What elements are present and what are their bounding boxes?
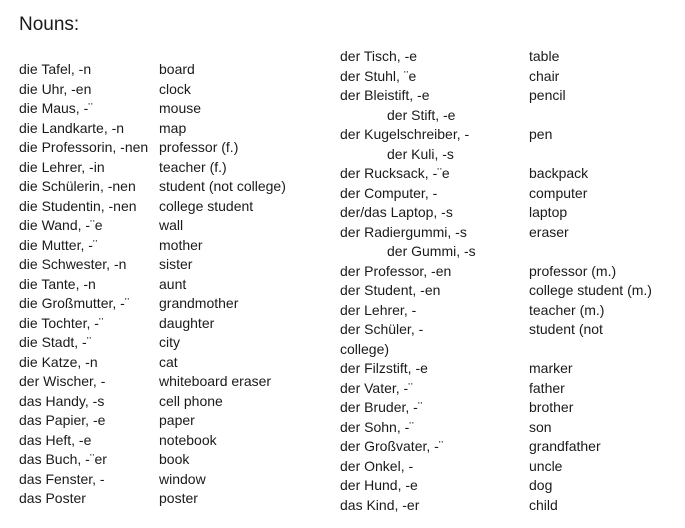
german-noun: der Onkel, - bbox=[340, 457, 414, 474]
english-translation: clock bbox=[159, 80, 191, 97]
english-translation: backpack bbox=[529, 165, 589, 181]
german-noun: der Lehrer, - bbox=[340, 301, 417, 318]
german-noun: der Tisch, -e bbox=[340, 48, 418, 64]
german-noun: das Heft, -e bbox=[19, 431, 92, 448]
english-translation: table bbox=[529, 48, 560, 64]
german-noun: der Schüler, - bbox=[340, 321, 424, 337]
german-noun: der Großvater, -¨ bbox=[340, 438, 444, 454]
english-translation: whiteboard eraser bbox=[159, 373, 272, 389]
german-noun: das Buch, -¨er bbox=[19, 451, 107, 467]
english-translation: chair bbox=[529, 67, 560, 84]
german-noun: die Tante, -n bbox=[19, 275, 96, 292]
english-translation: grandfather bbox=[529, 438, 601, 454]
english-translation: son bbox=[529, 418, 552, 435]
english-translation: poster bbox=[159, 490, 198, 506]
german-noun: die Studentin, -nen bbox=[19, 197, 137, 214]
english-translation: teacher (f.) bbox=[159, 158, 227, 175]
english-translation: laptop bbox=[529, 204, 568, 220]
english-translation: mouse bbox=[159, 100, 202, 116]
english-translation: pen bbox=[529, 126, 553, 142]
english-translation: city bbox=[159, 334, 180, 350]
german-noun: die Tafel, -n bbox=[19, 61, 92, 77]
english-translation: window bbox=[159, 470, 206, 487]
english-translation: father bbox=[529, 379, 565, 396]
english-translation: grandmother bbox=[159, 295, 239, 311]
german-noun: der Bleistift, -e bbox=[340, 87, 430, 103]
german-noun: die Professorin, -nen bbox=[19, 139, 149, 155]
english-translation: map bbox=[159, 119, 187, 136]
german-noun: die Stadt, -¨ bbox=[19, 334, 92, 350]
german-noun: die Mutter, -¨ bbox=[19, 236, 98, 253]
page-title: Nouns: bbox=[19, 14, 80, 35]
english-translation: book bbox=[159, 451, 190, 467]
german-noun: das Fenster, - bbox=[19, 470, 105, 487]
english-translation: student (not college) bbox=[159, 178, 286, 194]
english-translation: notebook bbox=[159, 431, 217, 448]
german-noun: der Filzstift, -e bbox=[340, 360, 428, 376]
german-noun: das Poster bbox=[19, 490, 86, 506]
german-noun: die Schwester, -n bbox=[19, 256, 127, 272]
german-noun: das Kind, -er bbox=[340, 496, 420, 513]
english-translation: marker bbox=[529, 360, 573, 376]
english-translation: college student (m.) bbox=[529, 282, 652, 298]
english-translation: eraser bbox=[529, 223, 569, 240]
german-noun: die Schülerin, -nen bbox=[19, 178, 136, 194]
german-noun: der Professor, -en bbox=[340, 262, 452, 279]
english-translation: teacher (m.) bbox=[529, 301, 605, 318]
german-noun: die Tochter, -¨ bbox=[19, 314, 104, 331]
german-noun: der/das Laptop, -s bbox=[340, 204, 453, 220]
english-translation: child bbox=[529, 496, 558, 513]
german-noun: college) bbox=[340, 340, 390, 357]
english-translation: uncle bbox=[529, 457, 563, 474]
english-translation: college student bbox=[159, 197, 254, 214]
german-noun: der Student, -en bbox=[340, 282, 441, 298]
german-noun: der Sohn, -¨ bbox=[340, 418, 414, 435]
german-noun: der Vater, -¨ bbox=[340, 379, 413, 396]
german-noun: der Bruder, -¨ bbox=[340, 399, 423, 415]
german-noun: der Rucksack, -¨e bbox=[340, 165, 450, 181]
english-translation: computer bbox=[529, 184, 588, 201]
german-noun: der Stuhl, ¨e bbox=[340, 67, 417, 84]
german-noun: der Hund, -e bbox=[340, 477, 418, 493]
english-translation: cat bbox=[159, 353, 178, 370]
english-translation: cell phone bbox=[159, 392, 223, 409]
german-noun: der Wischer, - bbox=[19, 373, 106, 389]
english-translation: dog bbox=[529, 477, 553, 493]
english-translation: sister bbox=[159, 256, 193, 272]
english-translation: aunt bbox=[159, 275, 187, 292]
english-translation: wall bbox=[159, 217, 184, 233]
german-noun: das Papier, -e bbox=[19, 412, 106, 428]
english-translation: professor (f.) bbox=[159, 139, 239, 155]
english-translation: mother bbox=[159, 236, 203, 253]
german-noun: die Lehrer, -in bbox=[19, 158, 105, 175]
english-translation: paper bbox=[159, 412, 195, 428]
english-translation: brother bbox=[529, 399, 574, 415]
german-noun: der Stift, -e bbox=[387, 106, 456, 123]
german-noun: der Kuli, -s bbox=[387, 145, 454, 162]
german-noun: die Maus, -¨ bbox=[19, 100, 93, 116]
german-noun: der Radiergummi, -s bbox=[340, 223, 467, 240]
english-translation: daughter bbox=[159, 314, 215, 331]
english-translation: pencil bbox=[529, 87, 566, 103]
german-noun: die Uhr, -en bbox=[19, 80, 92, 97]
german-noun: die Großmutter, -¨ bbox=[19, 295, 130, 311]
german-noun: der Kugelschreiber, - bbox=[340, 126, 470, 142]
english-translation: student (not bbox=[529, 321, 603, 337]
english-translation: professor (m.) bbox=[529, 262, 617, 279]
german-noun: die Landkarte, -n bbox=[19, 119, 125, 136]
german-noun: der Computer, - bbox=[340, 184, 438, 201]
german-noun: die Katze, -n bbox=[19, 353, 98, 370]
english-translation: board bbox=[159, 61, 195, 77]
german-noun: das Handy, -s bbox=[19, 392, 105, 409]
german-noun: der Gummi, -s bbox=[387, 243, 476, 259]
german-noun: die Wand, -¨e bbox=[19, 217, 103, 233]
